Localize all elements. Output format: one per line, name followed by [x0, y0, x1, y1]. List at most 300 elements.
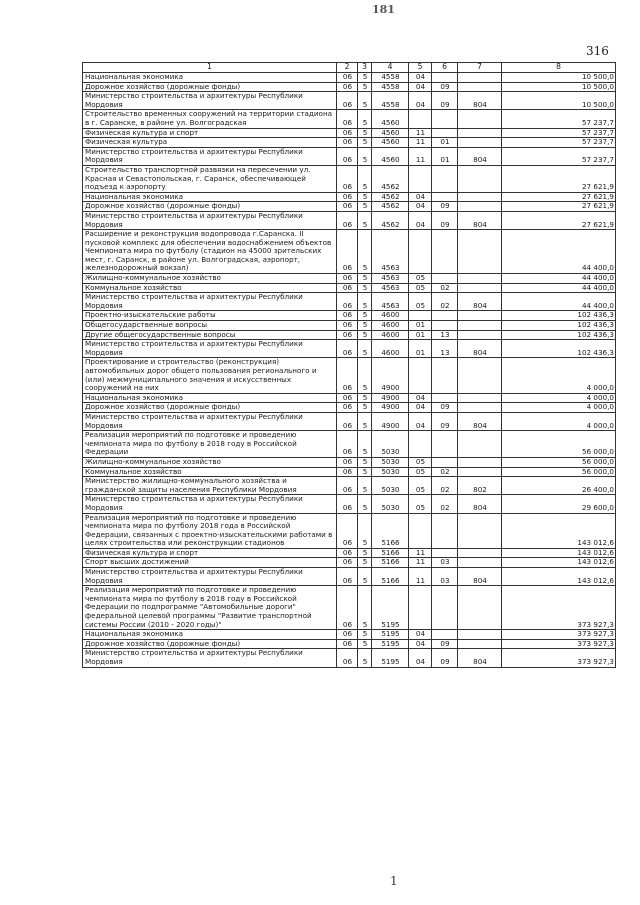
code-2-cell: 06 — [337, 128, 358, 138]
section-code-cell: 05 — [409, 495, 432, 513]
row-name-cell: Министерство строительства и архитектуры Республики Мордовия — [83, 340, 337, 358]
subsection-code-cell — [432, 274, 458, 284]
row-name-cell: Физическая культура и спорт — [83, 128, 337, 138]
row-name-cell: Министерство строительства и архитектуры Республики Мордовия — [83, 649, 337, 667]
section-code-cell: 05 — [409, 477, 432, 495]
table-row — [83, 558, 616, 568]
code-2-cell: 06 — [337, 321, 358, 331]
amount-cell: 373 927,3 — [502, 630, 616, 640]
ministry-code-cell — [458, 128, 502, 138]
code-3-cell: 5 — [358, 147, 372, 165]
target-code-cell: 4900 — [372, 412, 409, 430]
subsection-code-cell: 09 — [432, 82, 458, 92]
column-header: 7 — [458, 63, 502, 73]
table-row — [83, 321, 616, 331]
code-3-cell: 5 — [358, 293, 372, 311]
section-code-cell: 04 — [409, 202, 432, 212]
amount-cell: 373 927,3 — [502, 586, 616, 630]
ministry-code-cell — [458, 138, 502, 148]
ministry-code-cell — [458, 393, 502, 403]
subsection-code-cell — [432, 110, 458, 128]
ministry-code-cell — [458, 403, 502, 413]
code-3-cell: 5 — [358, 230, 372, 274]
code-2-cell: 06 — [337, 431, 358, 458]
section-code-cell: 11 — [409, 147, 432, 165]
code-3-cell: 5 — [358, 358, 372, 393]
row-name-cell: Дорожное хозяйство (дорожные фонды) — [83, 403, 337, 413]
amount-cell: 44 400,0 — [502, 293, 616, 311]
code-3-cell: 5 — [358, 128, 372, 138]
code-3-cell: 5 — [358, 393, 372, 403]
subsection-code-cell: 02 — [432, 495, 458, 513]
section-code-cell — [409, 230, 432, 274]
table-row — [83, 477, 616, 495]
target-code-cell: 5195 — [372, 586, 409, 630]
subsection-code-cell — [432, 457, 458, 467]
subsection-code-cell: 09 — [432, 639, 458, 649]
row-name-cell: Физическая культура и спорт — [83, 548, 337, 558]
ministry-code-cell: 804 — [458, 412, 502, 430]
table-row — [83, 330, 616, 340]
table-row — [83, 147, 616, 165]
ministry-code-cell — [458, 321, 502, 331]
ministry-code-cell — [458, 192, 502, 202]
code-2-cell: 06 — [337, 467, 358, 477]
target-code-cell: 4900 — [372, 403, 409, 413]
subsection-code-cell: 09 — [432, 403, 458, 413]
code-3-cell: 5 — [358, 639, 372, 649]
code-2-cell: 06 — [337, 211, 358, 229]
section-code-cell: 11 — [409, 138, 432, 148]
ministry-code-cell — [458, 330, 502, 340]
ministry-code-cell: 804 — [458, 92, 502, 110]
target-code-cell: 4558 — [372, 73, 409, 83]
target-code-cell: 5166 — [372, 558, 409, 568]
amount-cell: 44 400,0 — [502, 230, 616, 274]
code-3-cell: 5 — [358, 548, 372, 558]
subsection-code-cell — [432, 393, 458, 403]
table-row — [83, 92, 616, 110]
code-2-cell: 06 — [337, 477, 358, 495]
section-code-cell: 05 — [409, 293, 432, 311]
target-code-cell: 5030 — [372, 495, 409, 513]
section-code-cell: 04 — [409, 211, 432, 229]
amount-cell: 4 000,0 — [502, 403, 616, 413]
code-3-cell: 5 — [358, 558, 372, 568]
row-name-cell: Общегосударственные вопросы — [83, 321, 337, 331]
code-2-cell: 06 — [337, 340, 358, 358]
ministry-code-cell — [458, 639, 502, 649]
amount-cell: 10 500,0 — [502, 92, 616, 110]
code-2-cell: 06 — [337, 457, 358, 467]
amount-cell: 56 000,0 — [502, 457, 616, 467]
ministry-code-cell — [458, 230, 502, 274]
code-3-cell: 5 — [358, 495, 372, 513]
target-code-cell: 4562 — [372, 165, 409, 192]
section-code-cell — [409, 358, 432, 393]
table-row — [83, 393, 616, 403]
code-2-cell: 06 — [337, 82, 358, 92]
code-2-cell: 06 — [337, 586, 358, 630]
code-3-cell: 5 — [358, 630, 372, 640]
table-row — [83, 412, 616, 430]
target-code-cell: 4900 — [372, 393, 409, 403]
table-row — [83, 211, 616, 229]
amount-cell: 143 012,6 — [502, 568, 616, 586]
section-code-cell: 11 — [409, 128, 432, 138]
ministry-code-cell: 804 — [458, 293, 502, 311]
target-code-cell: 4560 — [372, 128, 409, 138]
section-code-cell: 04 — [409, 639, 432, 649]
subsection-code-cell: 09 — [432, 211, 458, 229]
table-row — [83, 192, 616, 202]
target-code-cell: 5030 — [372, 431, 409, 458]
amount-cell: 143 012,6 — [502, 513, 616, 548]
amount-cell: 44 400,0 — [502, 274, 616, 284]
row-name-cell: Министерство строительства и архитектуры Республики Мордовия — [83, 412, 337, 430]
row-name-cell: Спорт высших достижений — [83, 558, 337, 568]
table-row — [83, 110, 616, 128]
code-2-cell: 06 — [337, 138, 358, 148]
amount-cell: 56 000,0 — [502, 467, 616, 477]
table-row — [83, 202, 616, 212]
target-code-cell: 4900 — [372, 358, 409, 393]
section-code-cell — [409, 165, 432, 192]
code-3-cell: 5 — [358, 202, 372, 212]
table-row — [83, 73, 616, 83]
ministry-code-cell — [458, 274, 502, 284]
target-code-cell: 5030 — [372, 467, 409, 477]
code-3-cell: 5 — [358, 586, 372, 630]
amount-cell: 10 500,0 — [502, 73, 616, 83]
code-3-cell: 5 — [358, 649, 372, 667]
section-code-cell — [409, 311, 432, 321]
target-code-cell: 4563 — [372, 283, 409, 293]
amount-cell: 102 436,3 — [502, 311, 616, 321]
section-code-cell — [409, 431, 432, 458]
ministry-code-cell: 802 — [458, 477, 502, 495]
row-name-cell: Реализация мероприятий по подготовке и проведению чемпионата мира по футболу в 2018 году в Российской Федерации по подпрограмме "Автомобильные дороги" федеральной целевой программы "Развитие транспортной системы России (2010 - 2020 годы)" — [83, 586, 337, 630]
table-row — [83, 311, 616, 321]
table-row — [83, 283, 616, 293]
amount-cell: 27 621,9 — [502, 211, 616, 229]
code-2-cell: 06 — [337, 412, 358, 430]
row-name-cell: Проектно-изыскательские работы — [83, 311, 337, 321]
code-2-cell: 06 — [337, 147, 358, 165]
subsection-code-cell: 02 — [432, 283, 458, 293]
row-name-cell: Строительство временных сооружений на территории стадиона в г. Саранске, в районе ул. Волгоградская — [83, 110, 337, 128]
row-name-cell: Министерство строительства и архитектуры Республики Мордовия — [83, 568, 337, 586]
section-code-cell: 04 — [409, 92, 432, 110]
section-code-cell: 04 — [409, 393, 432, 403]
row-name-cell: Министерство жилищно-коммунального хозяйства и гражданской защиты населения Республики Мордовия — [83, 477, 337, 495]
code-3-cell: 5 — [358, 283, 372, 293]
column-header: 1 — [83, 63, 337, 73]
table-row — [83, 457, 616, 467]
amount-cell: 27 621,9 — [502, 192, 616, 202]
ministry-code-cell — [458, 311, 502, 321]
table-row — [83, 495, 616, 513]
row-name-cell: Дорожное хозяйство (дорожные фонды) — [83, 639, 337, 649]
code-3-cell: 5 — [358, 192, 372, 202]
subsection-code-cell — [432, 513, 458, 548]
row-name-cell: Национальная экономика — [83, 630, 337, 640]
table-row — [83, 467, 616, 477]
subsection-code-cell: 02 — [432, 293, 458, 311]
code-3-cell: 5 — [358, 431, 372, 458]
subsection-code-cell — [432, 230, 458, 274]
code-2-cell: 06 — [337, 110, 358, 128]
target-code-cell: 4600 — [372, 311, 409, 321]
section-code-cell: 04 — [409, 412, 432, 430]
code-2-cell: 06 — [337, 274, 358, 284]
subsection-code-cell — [432, 548, 458, 558]
section-code-cell: 04 — [409, 82, 432, 92]
code-3-cell: 5 — [358, 568, 372, 586]
code-3-cell: 5 — [358, 274, 372, 284]
code-2-cell: 06 — [337, 513, 358, 548]
amount-cell: 26 400,0 — [502, 477, 616, 495]
subsection-code-cell — [432, 586, 458, 630]
row-name-cell: Министерство строительства и архитектуры Республики Мордовия — [83, 92, 337, 110]
ministry-code-cell — [458, 548, 502, 558]
code-3-cell: 5 — [358, 73, 372, 83]
amount-cell: 27 621,9 — [502, 165, 616, 192]
row-name-cell: Расширение и реконструкция водопровода г.Саранска. II пусковой комплекс для обеспечения водоснабжением объектов Чемпионата мира по футболу (стадион на 45000 зрительских мест, г. Саранск, в районе ул. Волгоградская, аэропорт, железнодорожный вокзал) — [83, 230, 337, 274]
subsection-code-cell: 09 — [432, 412, 458, 430]
subsection-code-cell: 01 — [432, 147, 458, 165]
column-header: 4 — [372, 63, 409, 73]
row-name-cell: Министерство строительства и архитектуры Республики Мордовия — [83, 293, 337, 311]
target-code-cell: 4563 — [372, 230, 409, 274]
code-2-cell: 06 — [337, 73, 358, 83]
table-row — [83, 293, 616, 311]
row-name-cell: Реализация мероприятий по подготовке и проведению чемпионата мира по футболу в 2018 году в Российской Федерации — [83, 431, 337, 458]
code-3-cell: 5 — [358, 403, 372, 413]
table-row — [83, 431, 616, 458]
code-3-cell: 5 — [358, 457, 372, 467]
amount-cell: 57 237,7 — [502, 128, 616, 138]
ministry-code-cell — [458, 431, 502, 458]
ministry-code-cell — [458, 630, 502, 640]
code-2-cell: 06 — [337, 630, 358, 640]
row-name-cell: Национальная экономика — [83, 192, 337, 202]
page-top-mark: 181 — [372, 3, 395, 16]
row-name-cell: Министерство строительства и архитектуры Республики Мордовия — [83, 211, 337, 229]
code-2-cell: 06 — [337, 165, 358, 192]
code-3-cell: 5 — [358, 211, 372, 229]
subsection-code-cell: 02 — [432, 477, 458, 495]
amount-cell: 4 000,0 — [502, 393, 616, 403]
subsection-code-cell: 13 — [432, 330, 458, 340]
row-name-cell: Жилищно-коммунальное хозяйство — [83, 457, 337, 467]
ministry-code-cell: 804 — [458, 340, 502, 358]
code-2-cell: 06 — [337, 293, 358, 311]
target-code-cell: 4563 — [372, 274, 409, 284]
subsection-code-cell: 09 — [432, 92, 458, 110]
target-code-cell: 4562 — [372, 192, 409, 202]
table-row — [83, 165, 616, 192]
column-header: 6 — [432, 63, 458, 73]
target-code-cell: 4562 — [372, 211, 409, 229]
code-3-cell: 5 — [358, 330, 372, 340]
ministry-code-cell: 804 — [458, 495, 502, 513]
amount-cell: 373 927,3 — [502, 639, 616, 649]
target-code-cell: 5030 — [372, 477, 409, 495]
amount-cell: 4 000,0 — [502, 412, 616, 430]
subsection-code-cell — [432, 311, 458, 321]
row-name-cell: Проектирование и строительство (реконструкция) автомобильных дорог общего пользования регионального и (или) межмуниципального значения и искусственных сооружений на них — [83, 358, 337, 393]
code-3-cell: 5 — [358, 92, 372, 110]
code-2-cell: 06 — [337, 283, 358, 293]
table-row — [83, 82, 616, 92]
section-code-cell: 11 — [409, 558, 432, 568]
section-code-cell: 05 — [409, 467, 432, 477]
amount-cell: 10 500,0 — [502, 82, 616, 92]
amount-cell: 143 012,6 — [502, 548, 616, 558]
table-row — [83, 639, 616, 649]
table-row — [83, 340, 616, 358]
section-code-cell: 01 — [409, 321, 432, 331]
section-code-cell: 11 — [409, 568, 432, 586]
code-2-cell: 06 — [337, 311, 358, 321]
target-code-cell: 5195 — [372, 630, 409, 640]
subsection-code-cell: 03 — [432, 558, 458, 568]
target-code-cell: 4560 — [372, 138, 409, 148]
ministry-code-cell: 804 — [458, 211, 502, 229]
section-code-cell — [409, 110, 432, 128]
ministry-code-cell: 804 — [458, 147, 502, 165]
amount-cell: 57 237,7 — [502, 110, 616, 128]
subsection-code-cell: 13 — [432, 340, 458, 358]
column-header: 2 — [337, 63, 358, 73]
code-2-cell: 06 — [337, 202, 358, 212]
section-code-cell: 04 — [409, 192, 432, 202]
code-2-cell: 06 — [337, 92, 358, 110]
section-code-cell: 04 — [409, 630, 432, 640]
row-name-cell: Коммунальное хозяйство — [83, 283, 337, 293]
table-row — [83, 128, 616, 138]
subsection-code-cell — [432, 192, 458, 202]
ministry-code-cell — [458, 73, 502, 83]
ministry-code-cell — [458, 165, 502, 192]
table-row — [83, 230, 616, 274]
row-name-cell: Министерство строительства и архитектуры Республики Мордовия — [83, 147, 337, 165]
ministry-code-cell — [458, 558, 502, 568]
table-body — [83, 73, 616, 668]
amount-cell: 102 436,3 — [502, 330, 616, 340]
code-2-cell: 06 — [337, 495, 358, 513]
column-header: 8 — [502, 63, 616, 73]
table-row — [83, 649, 616, 667]
budget-table — [82, 62, 616, 668]
section-code-cell: 05 — [409, 274, 432, 284]
section-code-cell — [409, 513, 432, 548]
subsection-code-cell: 03 — [432, 568, 458, 586]
code-2-cell: 06 — [337, 403, 358, 413]
section-code-cell: 05 — [409, 457, 432, 467]
code-2-cell: 06 — [337, 558, 358, 568]
table-row — [83, 358, 616, 393]
section-code-cell: 04 — [409, 403, 432, 413]
row-name-cell: Национальная экономика — [83, 393, 337, 403]
code-2-cell: 06 — [337, 568, 358, 586]
amount-cell: 44 400,0 — [502, 283, 616, 293]
subsection-code-cell: 09 — [432, 649, 458, 667]
ministry-code-cell — [458, 110, 502, 128]
section-code-cell: 04 — [409, 649, 432, 667]
subsection-code-cell — [432, 358, 458, 393]
ministry-code-cell — [458, 457, 502, 467]
code-3-cell: 5 — [358, 412, 372, 430]
ministry-code-cell — [458, 202, 502, 212]
subsection-code-cell — [432, 128, 458, 138]
amount-cell: 27 621,9 — [502, 202, 616, 212]
table-row — [83, 630, 616, 640]
ministry-code-cell — [458, 358, 502, 393]
amount-cell: 56 000,0 — [502, 431, 616, 458]
row-name-cell: Дорожное хозяйство (дорожные фонды) — [83, 82, 337, 92]
target-code-cell: 5030 — [372, 457, 409, 467]
target-code-cell: 4558 — [372, 92, 409, 110]
target-code-cell: 5166 — [372, 513, 409, 548]
table-row — [83, 548, 616, 558]
table-header-row — [83, 63, 616, 73]
target-code-cell: 4560 — [372, 147, 409, 165]
code-3-cell: 5 — [358, 477, 372, 495]
row-name-cell: Дорожное хозяйство (дорожные фонды) — [83, 202, 337, 212]
table-row — [83, 274, 616, 284]
code-2-cell: 06 — [337, 649, 358, 667]
row-name-cell: Коммунальное хозяйство — [83, 467, 337, 477]
subsection-code-cell — [432, 73, 458, 83]
ministry-code-cell: 804 — [458, 649, 502, 667]
section-code-cell: 11 — [409, 548, 432, 558]
subsection-code-cell — [432, 165, 458, 192]
subsection-code-cell — [432, 431, 458, 458]
code-3-cell: 5 — [358, 138, 372, 148]
code-2-cell: 06 — [337, 230, 358, 274]
subsection-code-cell: 01 — [432, 138, 458, 148]
table-row — [83, 403, 616, 413]
code-3-cell: 5 — [358, 110, 372, 128]
table-row — [83, 568, 616, 586]
ministry-code-cell — [458, 513, 502, 548]
code-2-cell: 06 — [337, 358, 358, 393]
amount-cell: 143 012,6 — [502, 558, 616, 568]
section-code-cell: 05 — [409, 283, 432, 293]
section-code-cell: 01 — [409, 340, 432, 358]
row-name-cell: Реализация мероприятий по подготовке и проведению чемпионата мира по футболу 2018 года в Российской Федерации, связанных с проектно-изыскательскими работами в целях строительства или реконструкции стадионов — [83, 513, 337, 548]
target-code-cell: 5166 — [372, 548, 409, 558]
row-name-cell: Строительство транспортной развязки на пересечении ул. Красная и Севастопольская, г. Саранск, обеспечивающей подъезд к аэропорту — [83, 165, 337, 192]
table-row — [83, 138, 616, 148]
ministry-code-cell — [458, 467, 502, 477]
section-code-cell: 04 — [409, 73, 432, 83]
section-code-cell: 01 — [409, 330, 432, 340]
target-code-cell: 4560 — [372, 110, 409, 128]
target-code-cell: 5195 — [372, 649, 409, 667]
code-3-cell: 5 — [358, 311, 372, 321]
page-bottom-mark: 1 — [390, 874, 398, 888]
amount-cell: 57 237,7 — [502, 147, 616, 165]
code-3-cell: 5 — [358, 467, 372, 477]
code-3-cell: 5 — [358, 340, 372, 358]
row-name-cell: Жилищно-коммунальное хозяйство — [83, 274, 337, 284]
amount-cell: 373 927,3 — [502, 649, 616, 667]
amount-cell: 29 600,0 — [502, 495, 616, 513]
code-3-cell: 5 — [358, 165, 372, 192]
